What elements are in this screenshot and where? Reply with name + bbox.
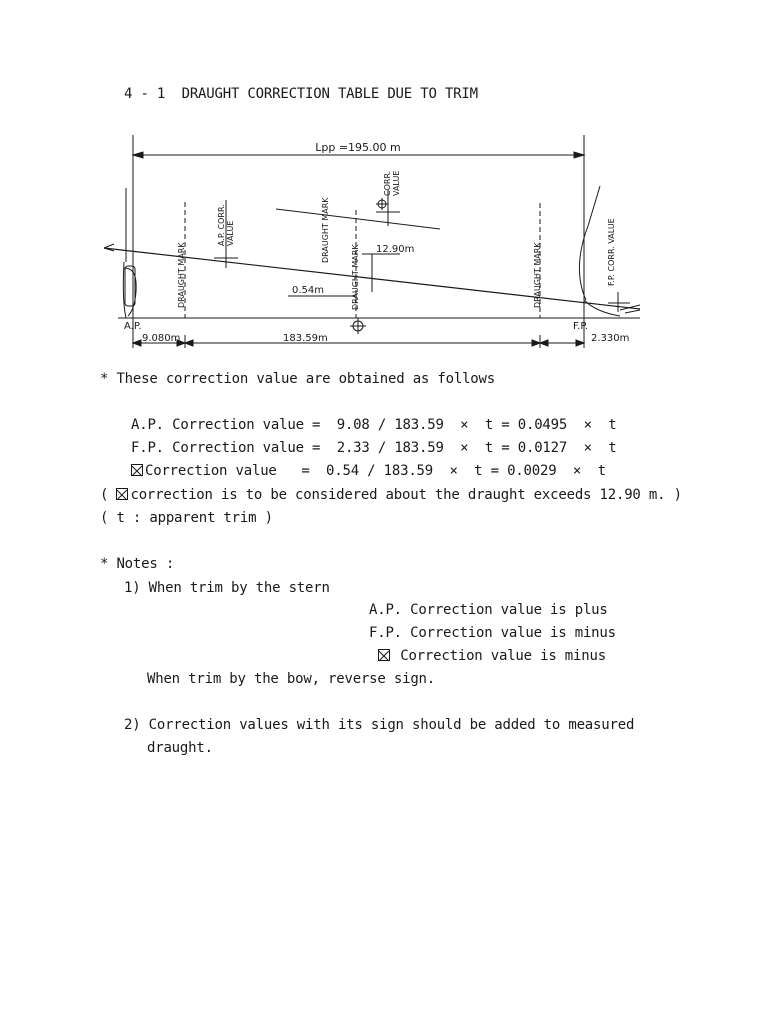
aft-draught-mark-label: DRAUGHT MARK — [177, 242, 186, 308]
upper-trim-line — [276, 209, 440, 229]
lpp-arrow-right — [574, 152, 584, 158]
fwd-draught-mark-label: DRAUGHT MARK — [533, 242, 542, 308]
midship-symbol-icon — [131, 464, 143, 476]
note1-mid: Correction value is minus — [378, 648, 606, 664]
note1-ap: A.P. Correction value is plus — [369, 602, 608, 618]
ap-label: A.P. — [124, 321, 142, 332]
dim-9-080-label: 9.080m — [142, 333, 181, 344]
draft-12-90-label: 12.90m — [376, 244, 415, 255]
lpp-arrow-left — [133, 152, 143, 158]
fp-corr-label: F.P. CORR. VALUE — [607, 218, 616, 286]
mid-condition-note: ( correction is to be considered about the draught exceeds 12.90 m. ) — [100, 487, 682, 503]
aft-waterline-mark — [104, 244, 114, 251]
notes-heading: * Notes : — [100, 556, 175, 572]
trim-correction-diagram — [0, 0, 768, 360]
upper-draught-mark-label: DRAUGHT MARK — [321, 197, 330, 263]
lpp-label: Lpp =195.00 m — [315, 141, 401, 154]
mid-formula: Correction value = 0.54 / 183.59 × t = 0.0029 × t — [131, 463, 606, 479]
mid-corr-label: CORR.VALUE — [383, 170, 401, 196]
note2-line2: draught. — [147, 740, 213, 756]
note1-title: 1) When trim by the stern — [124, 580, 330, 596]
page-title: 4 - 1 DRAUGHT CORRECTION TABLE DUE TO TRIM — [124, 86, 478, 102]
fp-formula: F.P. Correction value = 2.33 / 183.59 × t = 0.0127 × t — [131, 440, 617, 456]
dim-2-330-label: 2.330m — [591, 333, 630, 344]
midship-symbol-corr — [376, 198, 388, 210]
note1-fp: F.P. Correction value is minus — [369, 625, 616, 641]
note1-bow: When trim by the bow, reverse sign. — [147, 671, 436, 687]
note2-line1: 2) Correction values with its sign should be added to measured — [124, 717, 635, 733]
apparent-trim-note: ( t : apparent trim ) — [100, 510, 273, 526]
fp-label: F.P. — [573, 321, 588, 332]
midship-symbol-icon — [378, 649, 390, 661]
dim-183-59-label: 183.59m — [283, 333, 328, 344]
ap-formula: A.P. Correction value = 9.08 / 183.59 × t = 0.0495 × t — [131, 417, 617, 433]
ap-corr-label: A.P. CORR.VALUE — [217, 204, 235, 246]
mid-draught-mark-label: DRAUGHT MARK — [351, 244, 360, 310]
intro-text: * These correction value are obtained as follows — [100, 371, 495, 387]
dim-0-54-label: 0.54m — [292, 285, 325, 296]
midship-symbol-keel — [350, 318, 366, 334]
midship-symbol-icon — [116, 488, 128, 500]
